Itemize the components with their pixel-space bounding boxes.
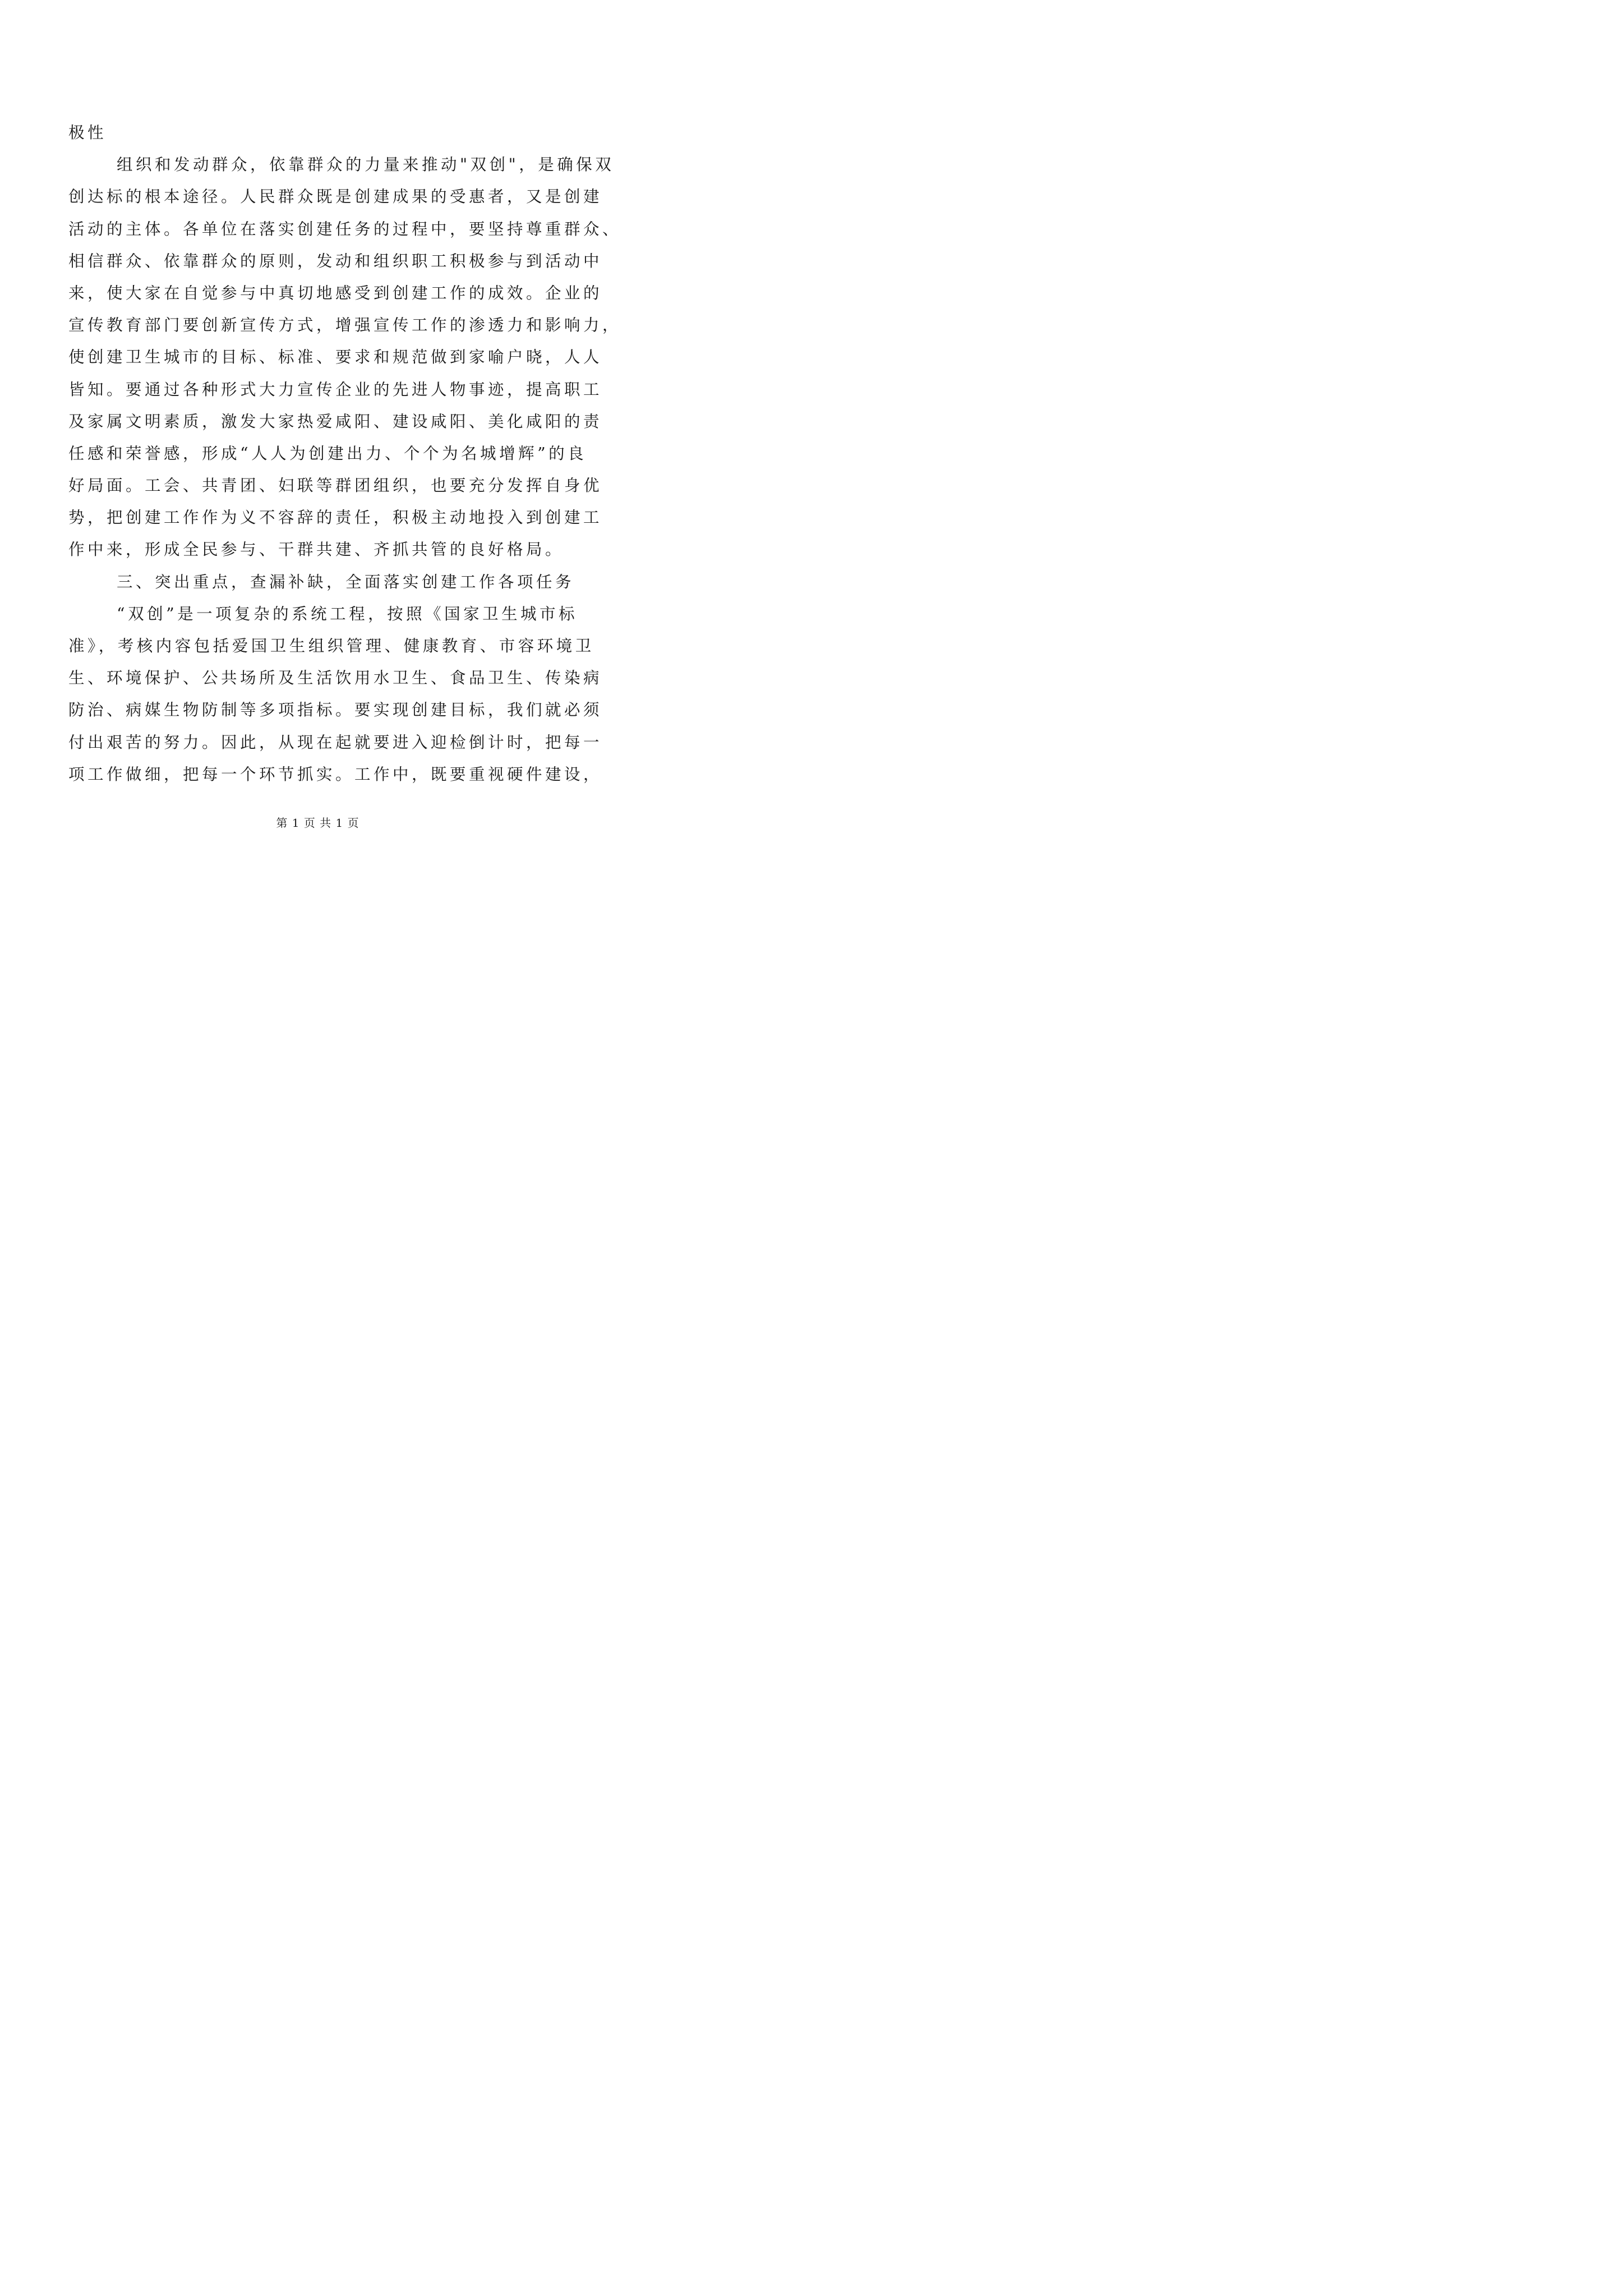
text-line: 极性 bbox=[68, 123, 107, 142]
text-line: 创达标的根本途径。人民群众既是创建成果的受惠者，又是创建 bbox=[68, 187, 603, 206]
text-line: 防治、病媒生物防制等多项指标。要实现创建目标，我们就必须 bbox=[68, 701, 603, 720]
text-line: 使创建卫生城市的目标、标准、要求和规范做到家喻户晓，人人 bbox=[68, 348, 603, 367]
text-line: 宣传教育部门要创新宣传方式，增强宣传工作的渗透力和影响力， bbox=[68, 316, 622, 335]
page-number-footer: 第 1 页 共 1 页 bbox=[276, 816, 359, 830]
section-heading: 三、突出重点，查漏补缺，全面落实创建工作各项任务 bbox=[117, 572, 575, 591]
text-line: 任感和荣誉感，形成“人人为创建出力、个个为名城增辉”的良 bbox=[68, 444, 587, 463]
text-line: 来，使大家在自觉参与中真切地感受到创建工作的成效。企业的 bbox=[68, 283, 603, 302]
text-line: 活动的主体。各单位在落实创建任务的过程中，要坚持尊重群众、 bbox=[68, 219, 622, 238]
body-text bbox=[68, 117, 622, 790]
text-line: 作中来，形成全民参与、干群共建、齐抓共管的良好格局。 bbox=[68, 540, 565, 559]
text-line: 相信群众、依靠群众的原则，发动和组织职工积极参与到活动中 bbox=[68, 251, 603, 270]
text-line: 好局面。工会、共青团、妇联等群团组织，也要充分发挥自身优 bbox=[68, 476, 603, 495]
paragraph-first-line: “双创”是一项复杂的系统工程，按照《国家卫生城市标 bbox=[117, 604, 578, 623]
text-line: 项工作做细，把每一个环节抓实。工作中，既要重视硬件建设， bbox=[68, 765, 603, 784]
text-line: 及家属文明素质，激发大家热爱咸阳、建设咸阳、美化咸阳的责 bbox=[68, 412, 603, 431]
text-line: 势，把创建工作作为义不容辞的责任，积极主动地投入到创建工 bbox=[68, 508, 603, 527]
paragraph-first-line: 组织和发动群众，依靠群众的力量来推动"双创"，是确保双 bbox=[117, 155, 615, 174]
text-line: 生、环境保护、公共场所及生活饮用水卫生、食品卫生、传染病 bbox=[68, 669, 603, 688]
document-page bbox=[0, 0, 635, 898]
text-line: 准》，考核内容包括爱国卫生组织管理、健康教育、市容环境卫 bbox=[68, 637, 594, 655]
text-line: 付出艰苦的努力。因此，从现在起就要进入迎检倒计时，把每一 bbox=[68, 733, 603, 752]
text-line: 皆知。要通过各种形式大力宣传企业的先进人物事迹，提高职工 bbox=[68, 380, 603, 399]
